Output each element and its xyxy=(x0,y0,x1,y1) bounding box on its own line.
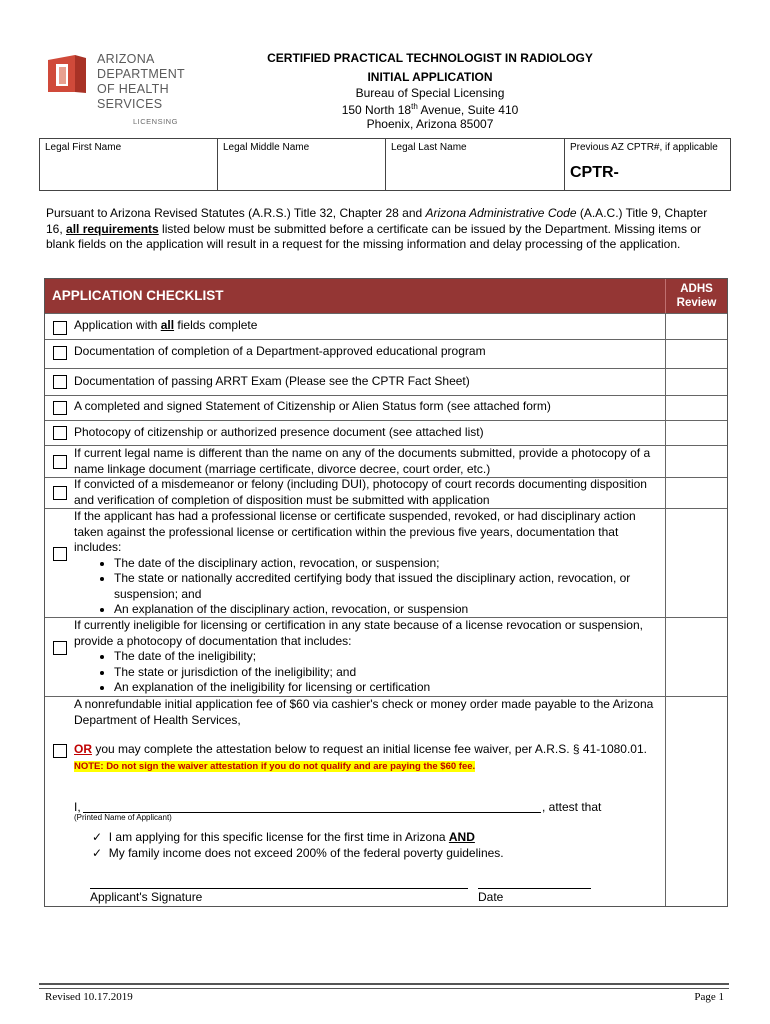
ineligibility-bullet: • The state or jurisdiction of the ineligibility; and xyxy=(114,665,662,681)
checklist-item-4 xyxy=(45,395,727,420)
checklist-item-6 xyxy=(45,445,727,477)
adhs-review-header: ADHS Review xyxy=(665,279,727,313)
attestation-check-1: ✓ I am applying for this specific license for the first time in Arizona AND xyxy=(92,830,475,844)
revision-date: Revised 10.17.2019 xyxy=(45,991,133,1003)
attestation-check-2: ✓ My family income does not exceed 200% of the federal poverty guidelines. xyxy=(92,845,504,860)
checkbox-citizenship-photocopy[interactable] xyxy=(53,426,67,440)
adhs-logo xyxy=(45,52,235,126)
item-arrt-exam: Documentation of passing ARRT Exam (Please see the CPTR Fact Sheet) xyxy=(74,374,470,388)
checkbox-disciplinary-action[interactable] xyxy=(53,547,67,561)
checklist-item-7 xyxy=(45,477,727,508)
logo-line-2: OF HEALTH SERVICES xyxy=(97,82,169,111)
ineligibility-bullet-list xyxy=(74,649,662,696)
form-header xyxy=(230,51,630,131)
checkbox-application-fee[interactable] xyxy=(53,744,67,758)
page-number: Page 1 xyxy=(694,991,724,1003)
previous-cptr-label: Previous AZ CPTR#, if applicable xyxy=(570,142,718,153)
legal-last-name-field[interactable] xyxy=(386,139,565,190)
date-label: Date xyxy=(478,890,504,904)
item-complete-application: Application with all fields complete xyxy=(74,318,258,332)
form-subtitle: INITIAL APPLICATION xyxy=(367,70,493,84)
item-conviction-records: If convicted of a misdemeanor or felony (including DUI), photocopy of court records documenting disposition and verification of completion of disposition must be submitted with application xyxy=(74,477,647,507)
logo-line-3: LICENSING xyxy=(133,117,178,126)
legal-last-name-label: Legal Last Name xyxy=(391,142,467,153)
item-citizenship-statement: A completed and signed Statement of Citizenship or Alien Status form (see attached form) xyxy=(74,399,551,413)
waiver-text: OR you may complete the attestation below to request an initial license fee waiver, per A.R.S. § 41-1080.01. xyxy=(74,742,647,756)
checkbox-name-linkage[interactable] xyxy=(53,455,67,469)
checkbox-citizenship-statement[interactable] xyxy=(53,401,67,415)
checklist-item-8 xyxy=(45,508,727,617)
item-application-fee xyxy=(74,697,662,773)
adhs-logo-text xyxy=(97,52,235,129)
checkbox-complete-application[interactable] xyxy=(53,321,67,335)
bureau-name: Bureau of Special Licensing xyxy=(355,86,505,100)
signature-input[interactable] xyxy=(90,888,468,889)
form-title: CERTIFIED PRACTICAL TECHNOLOGIST IN RADIOLOGY xyxy=(267,51,593,65)
item-citizenship-photocopy: Photocopy of citizenship or authorized presence document (see attached list) xyxy=(74,425,484,439)
printed-name-label: (Printed Name of Applicant) xyxy=(74,813,172,822)
attestation-checks xyxy=(74,830,504,861)
checklist-item-9 xyxy=(45,617,727,696)
checklist-item-5 xyxy=(45,420,727,445)
adhs-logo-icon xyxy=(45,52,89,96)
item-ineligibility: If currently ineligible for licensing or certification in any state because of a license revocation or suspension, provide a photocopy of documentation that includes: • The date of the ineligibility; • The state or jurisdiction of the ineligibility; and • An explanation of the ineligibility for licensing or certification xyxy=(74,618,662,696)
attest-suffix: , attest that xyxy=(542,800,602,814)
cptr-prefix: CPTR- xyxy=(570,164,619,181)
checklist-title: APPLICATION CHECKLIST xyxy=(45,279,665,313)
disciplinary-bullet-list xyxy=(74,556,662,618)
checkmark-icon: ✓ xyxy=(92,845,103,860)
item-name-linkage: If current legal name is different than the name on any of the documents submitted, provide a photocopy of a name linkage document (marriage certificate, divorce decree, court order, etc.) xyxy=(74,446,651,476)
legal-first-name-label: Legal First Name xyxy=(45,142,122,153)
date-input[interactable] xyxy=(478,888,591,889)
footer-divider xyxy=(39,983,729,989)
fee-text: A nonrefundable initial application fee of $60 via cashier's check or money order made payable to the Arizona Department of Health Services, xyxy=(74,697,654,727)
bureau-city: Phoenix, Arizona 85007 xyxy=(366,117,494,131)
disciplinary-bullet: • The date of the disciplinary action, revocation, or suspension; xyxy=(114,556,662,572)
legal-first-name-field[interactable] xyxy=(40,139,218,190)
checkbox-arrt-exam[interactable] xyxy=(53,375,67,389)
ineligibility-bullet: • The date of the ineligibility; xyxy=(114,649,662,665)
previous-cptr-field[interactable] xyxy=(565,139,730,190)
checklist-item-1 xyxy=(45,313,727,339)
disciplinary-bullet: • The state or nationally accredited certifying body that issued the disciplinary action, revocation, or suspension; and xyxy=(114,571,662,602)
checklist-item-3 xyxy=(45,368,727,395)
checkbox-ineligibility[interactable] xyxy=(53,641,67,655)
legal-middle-name-field[interactable] xyxy=(218,139,386,190)
applicant-name-table xyxy=(39,138,731,191)
checklist-item-fee xyxy=(45,696,727,906)
checkbox-educational-program[interactable] xyxy=(53,346,67,360)
checklist-item-2 xyxy=(45,339,727,368)
item-disciplinary-action: If the applicant has had a professional license or certificate suspended, revoked, or had disciplinary action taken against the professional license or certification within the previous five years, documentation that includes: • The date of the disciplinary action, revocation, or suspension; • The state or nationally accredited certifying body that issued the disciplinary action, revocation, or suspension; and • An explanation of the disciplinary action, revocation, or suspension xyxy=(74,509,662,618)
bureau-address: 150 North 18th Avenue, Suite 410 xyxy=(341,102,519,117)
checkmark-icon: ✓ xyxy=(92,830,103,844)
signature-label: Applicant's Signature xyxy=(90,890,203,904)
attest-prefix: I, xyxy=(74,800,81,814)
checkbox-conviction-records[interactable] xyxy=(53,486,67,500)
ineligibility-bullet: • An explanation of the ineligibility for licensing or certification xyxy=(114,680,662,696)
legal-middle-name-label: Legal Middle Name xyxy=(223,142,310,153)
waiver-note: NOTE: Do not sign the waiver attestation if you do not qualify and are paying the $60 fee. xyxy=(74,760,476,772)
intro-paragraph: Pursuant to Arizona Revised Statutes (A.R.S.) Title 32, Chapter 28 and Arizona Administrative Code (A.A.C.) Title 9, Chapter 16, all requirements listed below must be submitted before a certificate can be issued by the Department. Missing items or blank fields on the application will result in a request for the missing information and delay processing of the application. xyxy=(46,206,708,251)
item-educational-program: Documentation of completion of a Department-approved educational program xyxy=(74,344,486,358)
logo-line-1: ARIZONA DEPARTMENT xyxy=(97,52,185,81)
application-checklist xyxy=(44,278,728,907)
disciplinary-bullet: • An explanation of the disciplinary action, revocation, or suspension xyxy=(114,602,662,618)
